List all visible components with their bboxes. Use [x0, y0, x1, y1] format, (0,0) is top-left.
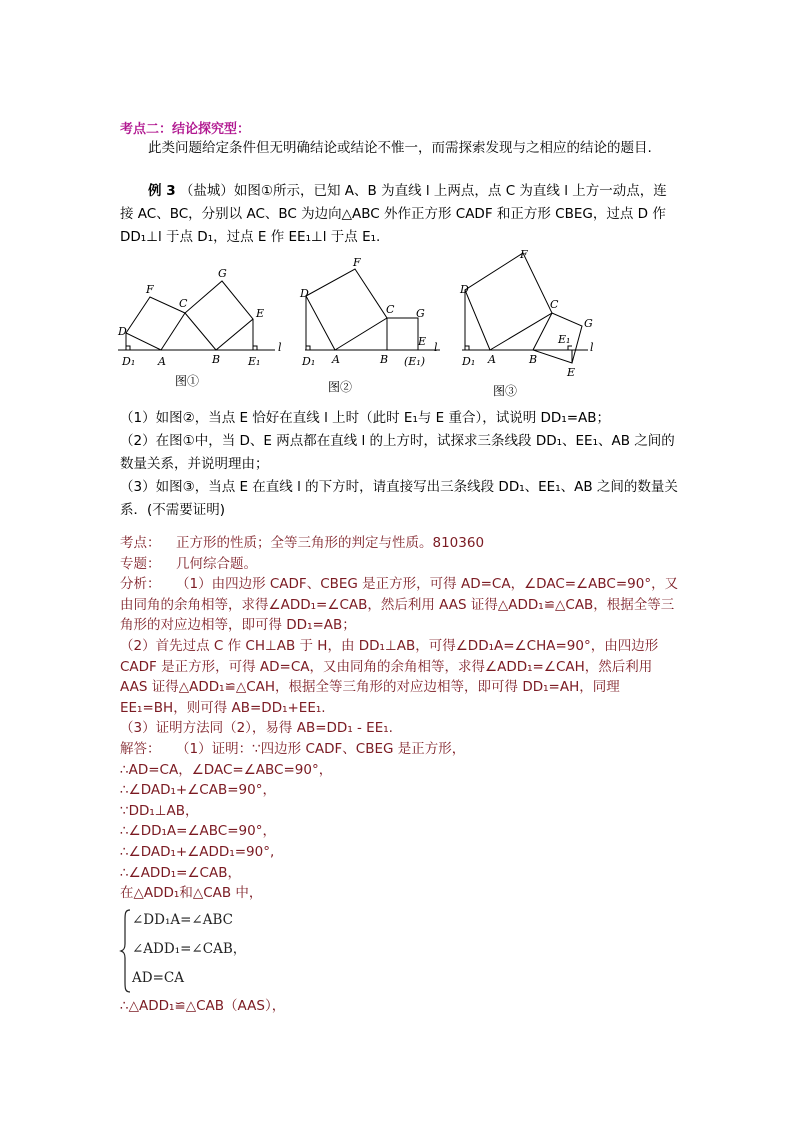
left-brace-icon — [120, 908, 132, 994]
fenxi-row-1 — [120, 574, 680, 636]
fig3-square-cadf — [465, 253, 552, 350]
fenxi-row-2: （2）首先过点 C 作 CH⊥AB 于 H，由 DD₁⊥AB，可得∠DD₁A=∠CHA=90°，由四边形 CADF 是正方形，可得 AD=CA，又由同角的余角相等，求得∠ADD₁=∠CAH，然后利用 AAS 证得△ADD₁≌△CAH，根据全等三角形的对应边相等，即可得 DD₁=AH，同理 EE₁=BH，则可得 AB=DD₁+EE₁. — [120, 637, 659, 716]
fig2-square-cadf — [306, 269, 387, 350]
fig3-label-c: C — [550, 298, 559, 311]
zhuanti-label: 专题： — [120, 555, 161, 572]
fenxi-text-1: （1）由四边形 CADF、CBEG 是正方形，可得 AD=CA，∠DAC=∠ABC=90°，又由同角的余角相等，求得∠ADD₁=∠CAB，然后利用 AAS 证得△ADD₁≌△CAB，根据全等三角形的对应边相等，即可得 DD₁=AB； — [120, 576, 679, 634]
fig2-label-f: F — [353, 256, 361, 269]
brace-line-2: ∠ADD₁=∠CAB， — [132, 940, 247, 957]
fig3-label-a: A — [488, 353, 496, 366]
fig3-right-angle-d1 — [465, 346, 469, 350]
fig1-label-a: A — [158, 355, 166, 368]
fig3-label-b: B — [529, 353, 538, 366]
fig1-square-cadf — [126, 297, 185, 350]
step-3: ∵DD₁⊥AB， — [120, 802, 199, 819]
zhuanti-text: 几何综合题。 — [176, 555, 257, 572]
question-2: （2）在图①中，当 D、E 两点都在直线 l 的上方时，试探求三条线段 DD₁、EE₁、AB 之间的数量关系，并说明理由； — [120, 433, 675, 472]
fig1-label-d1: D₁ — [122, 355, 136, 368]
jieda-text: （1）证明：∵四边形 CADF、CBEG 是正方形， — [176, 740, 466, 757]
fig2-label-l: l — [434, 341, 438, 354]
step-5: ∴∠DAD₁+∠ADD₁=90°, — [120, 843, 275, 860]
conclusion-line: ∴△ADD₁≌△CAB（AAS）， — [120, 997, 286, 1014]
step-1: ∴AD=CA，∠DAC=∠ABC=90°， — [120, 761, 333, 778]
question-3: （3）如图③，当点 E 在直线 l 的下方时，请直接写出三条线段 DD₁、EE₁、AB 之间的数量关系．(不需要证明) — [120, 479, 678, 518]
fig3-label-f: F — [520, 248, 528, 261]
fig3-caption: 图③ — [493, 384, 518, 398]
fig2-label-e: E — [418, 335, 427, 348]
fig2-label-b: B — [380, 353, 389, 366]
fig2-label-d: D — [300, 287, 309, 300]
fig1-label-b: B — [212, 353, 221, 366]
fenxi-row-3: （3）证明方法同（2），易得 AB=DD₁ - EE₁. — [120, 720, 393, 737]
question-1: （1）如图②，当点 E 恰好在直线 l 上时（此时 E₁与 E 重合），试说明 DD₁=AB； — [120, 410, 611, 426]
fig2-right-angle-d1 — [306, 346, 310, 350]
jieda-row — [120, 739, 680, 760]
fig2-label-g: G — [416, 307, 425, 320]
fig3-label-g: G — [584, 317, 593, 330]
kaodian-label: 考点： — [120, 535, 161, 551]
example-text: （盐城）如图①所示，已知 A、B 为直线 l 上两点，点 C 为直线 l 上方一动点，连接 AC、BC，分别以 AC、BC 为边向△ABC 外作正方形 CADF 和正方形 CBEG，过点 D 作 DD₁⊥l 于点 D₁，过点 E 作 EE₁⊥l 于点 E₁. — [120, 183, 667, 245]
fenxi-label: 分析： — [120, 576, 161, 593]
fig1-caption: 图① — [175, 374, 200, 388]
step-7: 在△ADD₁和△CAB 中， — [120, 885, 263, 902]
fig1-label-e: E — [256, 307, 265, 320]
intro-paragraph: 此类问题给定条件但无明确结论或结论不惟一，而需探索发现与之相应的结论的题目. — [148, 140, 652, 156]
fig2-label-d1: D₁ — [302, 355, 316, 368]
fig1-label-d: D — [118, 325, 127, 338]
fig2-caption: 图② — [328, 380, 353, 394]
fig3-label-e1: E₁ — [558, 333, 571, 346]
fig1-label-e1: E₁ — [248, 355, 261, 368]
kaodian-row — [120, 533, 680, 554]
fig2-label-a: A — [332, 353, 340, 366]
fig3-label-d: D — [460, 283, 469, 296]
kaodian-text: 正方形的性质；全等三角形的判定与性质。810360 — [176, 535, 485, 551]
fig1-square-cbeg — [185, 281, 253, 350]
fig1-label-l: l — [278, 341, 282, 354]
brace-line-1: ∠DD₁A=∠ABC — [132, 911, 233, 928]
fig2-square-cbeg — [387, 318, 418, 350]
step-6: ∴∠ADD₁=∠CAB， — [120, 864, 241, 881]
brace-system — [120, 908, 680, 994]
fig3-label-l: l — [590, 341, 594, 354]
fig1-label-f: F — [146, 283, 154, 296]
zhuanti-row — [120, 554, 680, 575]
solution-block — [120, 533, 680, 1016]
brace-line-3: AD=CA — [132, 969, 184, 986]
section-heading: 考点二：结论探究型： — [120, 122, 251, 137]
step-4: ∴∠DD₁A=∠ABC=90°， — [120, 823, 276, 840]
fig3-right-angle-e1 — [568, 346, 572, 350]
fig1-right-angle-d1 — [126, 346, 130, 350]
step-2: ∴∠DAD₁+∠CAB=90°， — [120, 782, 276, 799]
fig1-label-g: G — [218, 267, 227, 280]
fig1-label-c: C — [179, 297, 188, 310]
example-paragraph — [120, 180, 680, 249]
fig2-label-e1: (E₁) — [404, 355, 426, 368]
fig1-right-angle-e1 — [253, 346, 257, 350]
fig2-label-c: C — [386, 303, 395, 316]
fig3-label-d1: D₁ — [462, 355, 476, 368]
questions — [120, 407, 680, 522]
example-label: 例 3 — [148, 183, 176, 199]
jieda-label: 解答： — [120, 740, 161, 757]
fig3-label-e: E — [567, 366, 576, 379]
geometry-figures — [110, 248, 610, 405]
